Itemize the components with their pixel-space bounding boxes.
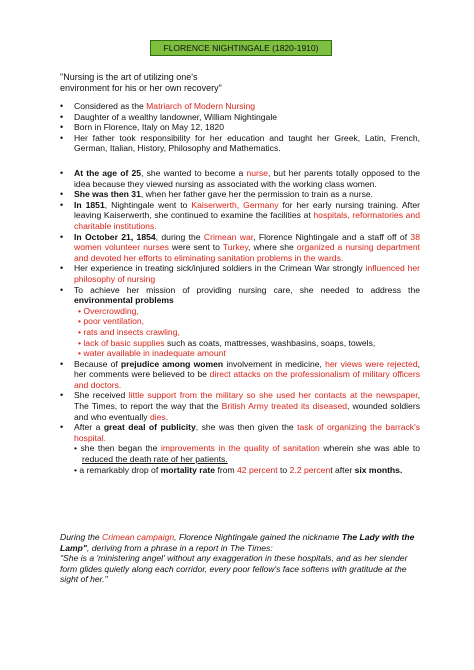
list-item: • Daughter of a wealthy landowner, William Nightingale	[60, 112, 420, 123]
closing-quote: "She is a 'ministering angel' without any exaggeration in these hospitals, and as her slender form glides quietly along each corridor, every poor fellow's face softens with gratitude at the sight of her."	[60, 553, 408, 585]
list-item: • In October 21, 1854, during the Crimean war, Florence Nightingale and a staff off of 38 women volunteer nurses were sent to Turkey, where she organized a nursing department and devoted her efforts to eliminating sanitation problems in the wards.	[60, 232, 420, 264]
list-item: • Born in Florence, Italy on May 12, 1820	[60, 122, 420, 133]
list-item: • She was then 31, when her father gave her the permission to train as a nurse.	[60, 189, 420, 200]
quote-line: "Nursing is the art of utilizing one's	[60, 72, 198, 82]
closing-paragraph	[60, 532, 420, 585]
sub-item: • poor ventilation,	[78, 316, 145, 327]
list-item: • At the age of 25, she wanted to become a nurse, but her parents totally opposed to the idea because they viewed nursing as associated with the working class women.	[60, 168, 420, 189]
list-item: • To achieve her mission of providing nursing care, she needed to address the environmental problems	[60, 285, 420, 306]
list-item: • Because of prejudice among women involvement in medicine, her views were rejected, her comments were believed to be direct attacks on the professionalism of military officers and doctors.	[60, 359, 420, 391]
page-title: FLORENCE NIGHTINGALE (1820-1910)	[150, 40, 332, 56]
quote-line: environment for his or her own recovery"	[60, 83, 222, 93]
sub-item: • rats and insects crawling,	[78, 326, 180, 337]
sub-item: • a remarkably drop of mortality rate from 42 percent to 2.2 percent after six months.	[74, 464, 403, 475]
list-item: • She received little support from the military so she used her contacts at the newspaper, The Times, to report the way that the British Army treated its diseased, wounded soldiers and who eventually dies.	[60, 390, 420, 422]
list-item: • After a great deal of publicity, she was then given the task of organizing the barrack's hospital.	[60, 422, 420, 443]
sub-item: • Overcrowding,	[78, 305, 139, 316]
opening-quote	[60, 72, 420, 94]
list-item: • Considered as the Matriarch of Modern Nursing	[60, 101, 420, 112]
list-item: • Her father took responsibility for her education and taught her Greek, Latin, French, German, Italian, History, Philosophy and Mathematics.	[60, 133, 420, 154]
sub-item: • she then began the improvements in the quality of sanitation wherein she was able to reduced the death rate of her patients.	[74, 443, 420, 465]
sub-item: • lack of basic supplies such as coats, mattresses, washbasins, soaps, towels,	[78, 337, 376, 348]
career-list	[60, 168, 420, 475]
sub-item: • water available in inadequate amount	[78, 348, 226, 359]
list-item: • In 1851, Nightingale went to Kaiserwerth, Germany for her early nursing training. After leaving Kaiserwerth, she continued to examine the facilities at hospitals, reformatories and charitable institutions.	[60, 200, 420, 232]
closing-text: During the Crimean campaign, Florence Nightingale gained the nickname The Lady with the Lamp", deriving from a phrase in a report in The Times:	[60, 532, 415, 553]
bio-list	[60, 101, 420, 154]
list-item: • Her experience in treating sick/injured soldiers in the Crimean War strongly influenced her philosophy of nursing	[60, 263, 420, 284]
